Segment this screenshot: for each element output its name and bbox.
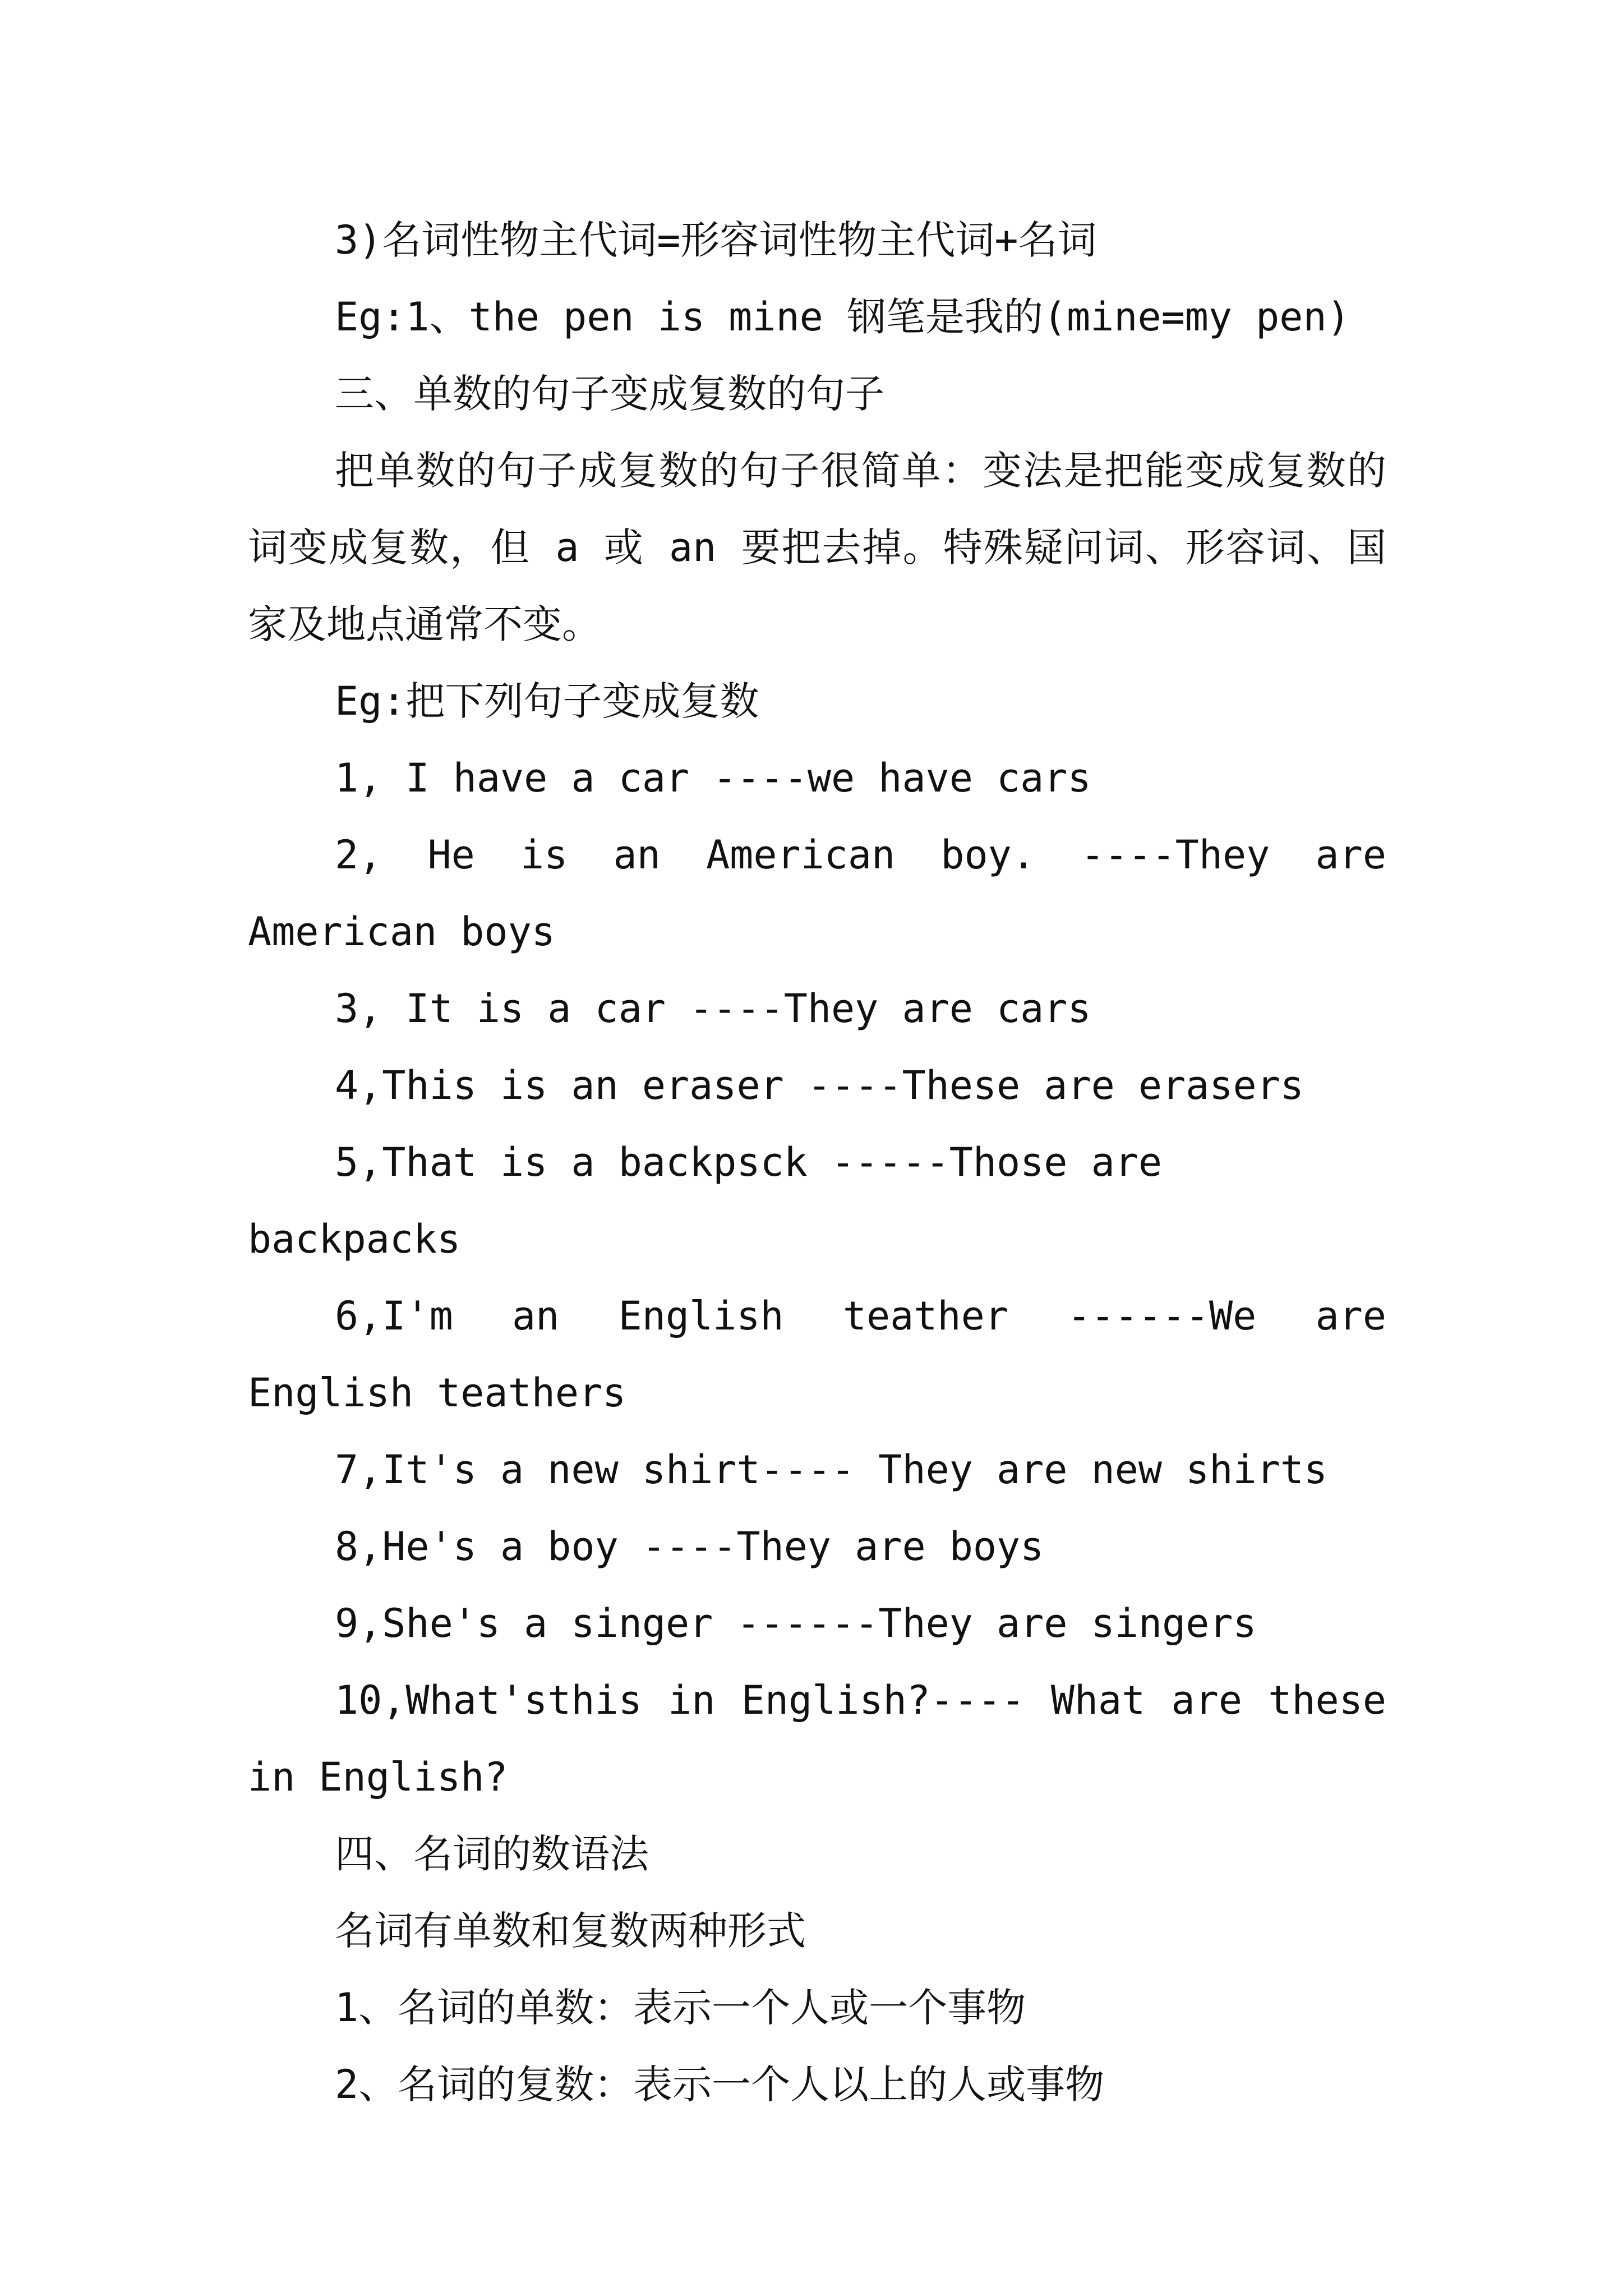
paragraph-example-heading: Eg:把下列句子变成复数	[335, 678, 759, 724]
example-item-9: 9,She's a singer ------They are singers	[335, 1600, 1257, 1646]
example-item-2: 2, He is an American boy. ----They are American boys	[248, 832, 1386, 955]
paragraph-possessive-pronoun-rule: 3)名词性物主代词=形容词性物主代词+名词	[335, 217, 1097, 263]
paragraph-example-mine: Eg:1、the pen is mine 钢笔是我的(mine=my pen)	[335, 294, 1350, 340]
example-item-1: 1, I have a car ----we have cars	[335, 755, 1091, 801]
example-item-4: 4,This is an eraser ----These are erasers	[335, 1062, 1304, 1108]
paragraph-singular-definition: 1、名词的单数：表示一个人或一个事物	[335, 1985, 1026, 2031]
example-item-7: 7,It's a new shirt---- They are new shirts	[335, 1447, 1328, 1493]
paragraph-plural-rule: 把单数的句子成复数的句子很简单：变法是把能变成复数的词变成复数，但 a 或 an 要把去掉。特殊疑问词、形容词、国家及地点通常不变。	[248, 448, 1386, 647]
example-item-5: 5,That is a backpsck -----Those are backpacks	[248, 1139, 1163, 1262]
example-item-10: 10,What'sthis in English?---- What are these in English?	[248, 1677, 1386, 1800]
document-body	[248, 202, 1386, 2123]
example-item-3: 3, It is a car ----They are cars	[335, 986, 1091, 1032]
section-heading-4: 四、名词的数语法	[335, 1831, 649, 1877]
paragraph-plural-definition: 2、名词的复数：表示一个人以上的人或事物	[335, 2062, 1105, 2108]
example-item-6: 6,I'm an English teather ------We are English teathers	[248, 1293, 1386, 1416]
example-item-8: 8,He's a boy ----They are boys	[335, 1524, 1044, 1570]
section-heading-3: 三、单数的句子变成复数的句子	[335, 371, 884, 417]
paragraph-noun-forms: 名词有单数和复数两种形式	[335, 1908, 806, 1954]
